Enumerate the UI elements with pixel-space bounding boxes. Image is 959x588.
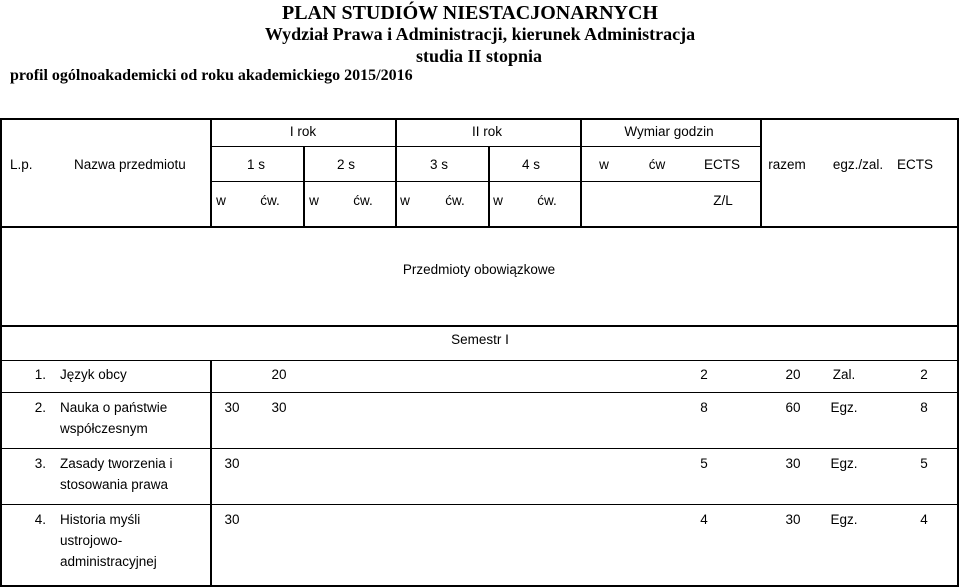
row-number: 4. [34,512,46,527]
sub-w: w [309,193,319,208]
cell-s1-w: 30 [224,400,240,415]
sub-cw: ćw. [537,193,557,208]
cell-ects-mid: 8 [700,400,708,415]
ects-header: ECTS [896,157,934,172]
semester-3-header: 3 s [429,157,449,172]
exam-type-header: egz./zal. [832,157,884,172]
lecture-hours-header: w [599,157,609,172]
sub-cw: ćw. [445,193,465,208]
cell-s1-w: 30 [224,512,240,527]
profile-line: profil ogólnoakademicki od roku akademickiego 2015/2016 [10,67,413,84]
cell-exam-type: Egz. [830,512,858,527]
cell-exam-type: Egz. [830,400,858,415]
semester-header-rule [210,181,760,182]
cell-ects: 2 [920,367,928,382]
study-level-line: studia II stopnia [415,46,543,66]
subject-name: ustrojowo- [60,533,123,548]
table-bottom-rule [0,585,959,587]
sub-cw: ćw. [260,193,280,208]
sub-w: w [493,193,503,208]
lp-header: L.p. [10,157,33,172]
semester-title: Semestr I [451,332,509,347]
cell-total: 20 [785,367,801,382]
cell-ects-mid: 4 [700,512,708,527]
year-1-header: I rok [289,124,317,139]
row-rule [0,392,959,393]
cell-ects-mid: 5 [700,456,708,471]
section-title: Przedmioty obowiązkowe [402,262,556,277]
cell-exam-type: Egz. [830,456,858,471]
table-top-rule [0,118,959,120]
semester-4-header: 4 s [521,157,541,172]
name-header: Nazwa przedmiotu [74,157,186,172]
sub-w: w [216,193,226,208]
cell-ects: 5 [920,456,928,471]
ects-mid-header: ECTS [703,157,741,172]
subject-name: Historia myśli [60,512,141,527]
row-number: 2. [34,400,46,415]
faculty-line: Wydział Prawa i Administracji, kierunek Administracja [264,24,696,44]
sub-cw: ćw. [353,193,373,208]
hours-header: Wymiar godzin [624,124,714,139]
row-number: 3. [34,456,46,471]
cell-total: 30 [785,512,801,527]
table-left-border [0,118,2,587]
group-header-rule [210,146,760,147]
name-column-border [210,360,212,587]
semester-divider [303,146,305,226]
row-rule [0,504,959,505]
subject-name: Nauka o państwie [60,400,168,415]
subject-name: współczesnym [60,421,148,436]
hours-column-border [760,118,762,226]
header-bottom-rule [0,226,959,228]
cell-ects: 8 [920,400,928,415]
total-header: razem [768,157,806,172]
semester-divider [488,146,490,226]
row-number: 1. [34,367,46,382]
cell-total: 60 [785,400,801,415]
cell-exam-type: Zal. [832,367,856,382]
semester-rule [0,360,959,361]
plan-title: PLAN STUDIÓW NIESTACJONARNYCH [282,2,658,24]
cell-ects-mid: 2 [700,367,708,382]
section-rule [0,325,959,327]
semester-2-header: 2 s [336,157,356,172]
subject-name: administracyjnej [60,554,157,569]
subject-name: Język obcy [60,367,127,382]
sub-w: w [400,193,410,208]
semester-1-header: 1 s [246,157,266,172]
year-divider [395,118,397,226]
name-column-border [210,118,212,226]
sub-zl: Z/L [713,193,733,208]
exercise-hours-header: ćw [648,157,666,172]
cell-total: 30 [785,456,801,471]
cell-ects: 4 [920,512,928,527]
row-rule [0,448,959,449]
cell-s1-cw: 20 [271,367,287,382]
cell-s1-w: 30 [224,456,240,471]
year-divider [580,118,582,226]
year-2-header: II rok [471,124,503,139]
cell-s1-cw: 30 [271,400,287,415]
subject-name: Zasady tworzenia i [60,456,173,471]
subject-name: stosowania prawa [60,477,169,492]
